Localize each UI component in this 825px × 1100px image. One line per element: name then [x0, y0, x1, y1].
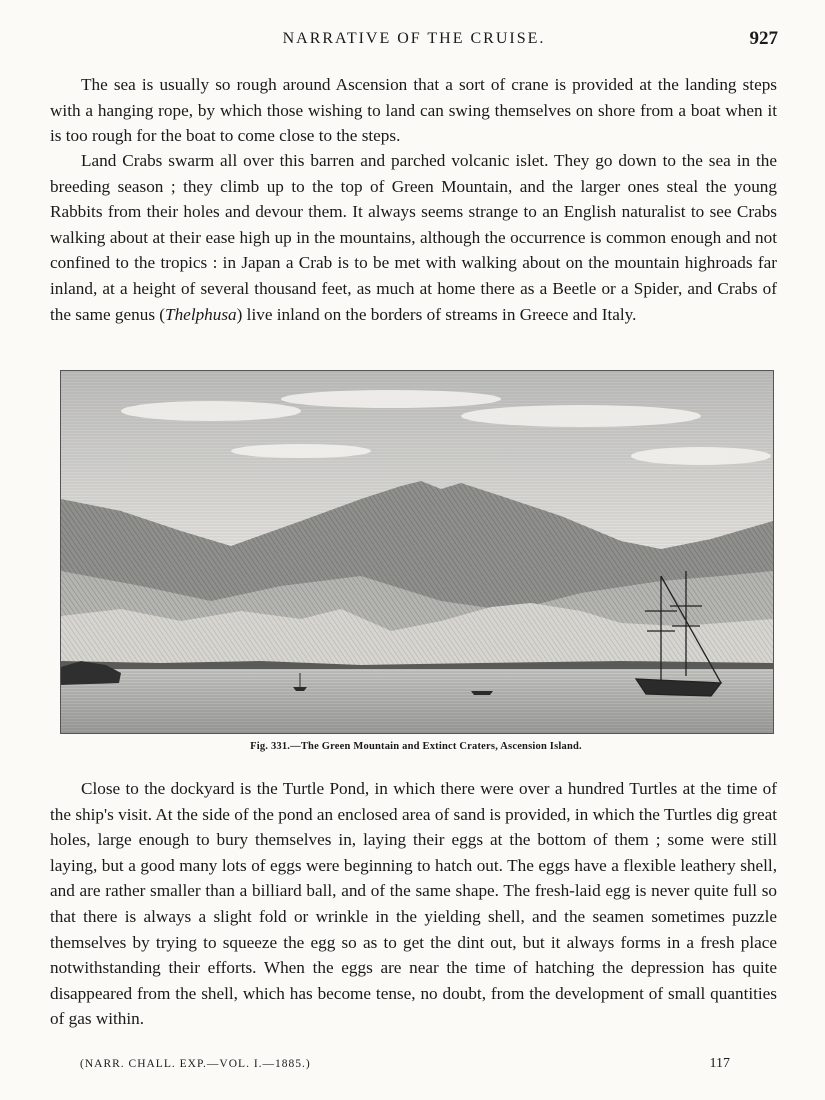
paragraph-land-crabs-text-2: ) live inland on the borders of streams in Greece and Italy.	[236, 304, 637, 324]
page-footer	[80, 1056, 730, 1076]
sheet-number: 117	[709, 1056, 730, 1071]
paragraph-crane: The sea is usually so rough around Ascension that a sort of crane is provided at the landing steps with a hanging rope, by which those wishing to land can swing themselves on shore from a boat when it is too rough for the boat to come close to the steps.	[50, 75, 777, 146]
paragraph-land-crabs	[50, 148, 777, 327]
page-number: 927	[749, 28, 778, 49]
figure-caption: Fig. 331.—The Green Mountain and Extinct Craters, Ascension Island.	[250, 741, 582, 752]
paragraph-land-crabs-text-1: Land Crabs swarm all over this barren and parched volcanic islet. They go down to the sea in the breeding season ; they climb up to the top of Green Mountain, and the larger ones steal the young Rabbits from their holes and devour them. It always seems strange to an English naturalist to see Crabs walking about at their ease high up in the mountains, although the occurrence is common enough and not confined to the tropics : in Japan a Crab is to be met with walking about on the mountain highroads far inland, at a height of several thousand feet, as much at home there as a Beetle or a Spider, and Crabs of the same genus (	[50, 151, 777, 324]
paragraph-turtle-pond: Close to the dockyard is the Turtle Pond, in which there were over a hundred Turtles at the time of the ship's visit. At the side of the pond an enclosed area of sand is provided, in which the Turtles dig great holes, large enough to bury themselves in, laying their eggs at the bottom of them ; some were still laying, but a good many lots of eggs were beginning to hatch out. The eggs have a flexible leathery shell, and are rather smaller than a billiard ball, and of the same shape. The fresh-laid egg is never quite full so that there is always a slight fold or wrinkle in the yielding shell, and the seamen sometimes puzzle themselves by trying to squeeze the egg so as to get the dint out, but it always forms in a fresh place notwithstanding their efforts. When the eggs are near the time of hatching the depression has quite disappeared from the shell, which has become tense, no doubt, from the development of small quantities of gas within.	[50, 779, 777, 1029]
signature-note: (NARR. CHALL. EXP.—VOL. I.—1885.)	[80, 1058, 311, 1070]
running-title: NARRATIVE OF THE CRUISE.	[282, 30, 546, 47]
running-head	[50, 28, 778, 52]
genus-name: Thelphusa	[165, 304, 237, 324]
engraving-green-mountain	[60, 370, 774, 734]
landscape-illustration	[61, 371, 773, 733]
